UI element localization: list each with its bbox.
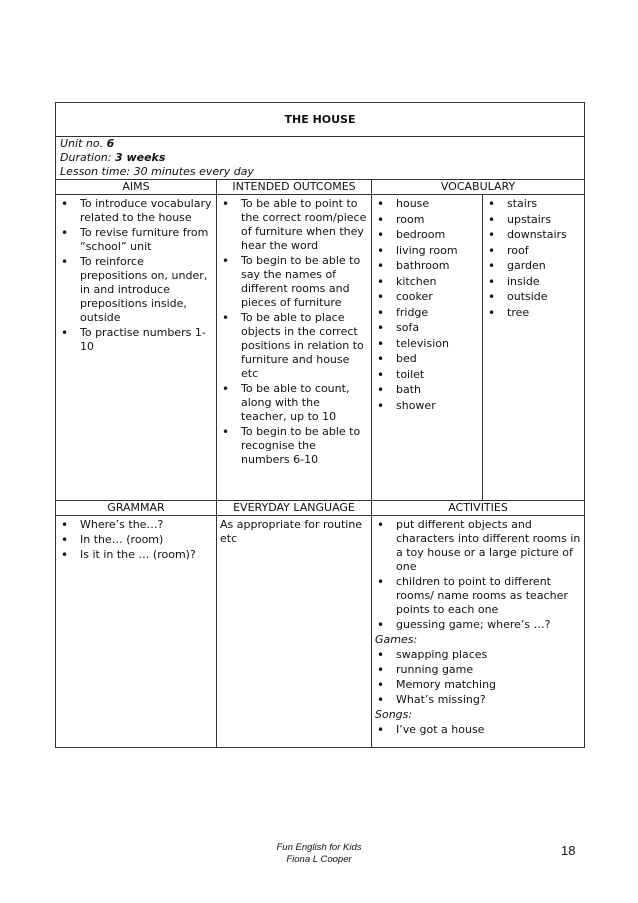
list-item: • downstairs — [486, 228, 581, 242]
list-item: • garden — [486, 259, 581, 273]
games-list — [375, 648, 581, 707]
songs-list — [375, 723, 581, 737]
list-item: • tree — [486, 306, 581, 320]
list-item: • I’ve got a house — [375, 723, 581, 737]
unit-title: THE HOUSE — [56, 103, 585, 137]
grammar-cell — [56, 516, 217, 748]
list-item: • kitchen — [375, 275, 479, 289]
vocabulary-list-right — [486, 197, 581, 320]
list-item: • cooker — [375, 290, 479, 304]
lesson-time: Lesson time: 30 minutes every day — [60, 165, 254, 178]
unit-plan-table — [55, 102, 585, 748]
list-item: • To be able to count, along with the teacher, up to 10 — [220, 382, 368, 424]
activities-header: ACTIVITIES — [372, 501, 585, 516]
songs-label: Songs: — [375, 708, 413, 721]
list-item: • guessing game; where’s …? — [375, 618, 581, 632]
list-item: • To begin to be able to say the names of different rooms and pieces of furniture — [220, 254, 368, 310]
list-item: • To begin to be able to recognise the numbers 6-10 — [220, 425, 368, 467]
list-item: • fridge — [375, 306, 479, 320]
list-item: • shower — [375, 399, 479, 413]
list-item: • Is it in the … (room)? — [59, 548, 213, 562]
list-item: • put different objects and characters into different rooms in a toy house or a large picture of one — [375, 518, 581, 574]
everyday-language-text: As appropriate for routine etc — [220, 518, 363, 545]
list-item: • bathroom — [375, 259, 479, 273]
everyday-language-header: EVERYDAY LANGUAGE — [217, 501, 372, 516]
list-item: • house — [375, 197, 479, 211]
list-item: • sofa — [375, 321, 479, 335]
vocabulary-header: VOCABULARY — [372, 180, 585, 195]
list-item: • swapping places — [375, 648, 581, 662]
vocabulary-column-right — [483, 195, 584, 500]
list-item: • To be able to point to the correct room/piece of furniture when they hear the word — [220, 197, 368, 253]
outcomes-cell — [217, 195, 372, 501]
list-item: • What’s missing? — [375, 693, 581, 707]
games-label: Games: — [375, 633, 418, 646]
list-item: • bath — [375, 383, 479, 397]
grammar-list — [59, 518, 213, 562]
vocabulary-cell — [372, 195, 585, 501]
list-item: • Memory matching — [375, 678, 581, 692]
list-item: • toilet — [375, 368, 479, 382]
list-item: • To revise furniture from “school” unit — [59, 226, 213, 254]
footer-title: Fun English for Kids — [276, 842, 362, 853]
footer-author: Fiona L Cooper — [286, 854, 352, 865]
outcomes-list — [220, 197, 368, 467]
list-item: • upstairs — [486, 213, 581, 227]
outcomes-header: INTENDED OUTCOMES — [217, 180, 372, 195]
unit-duration: Duration: 3 weeks — [60, 151, 166, 164]
list-item: • room — [375, 213, 479, 227]
unit-number: Unit no. 6 — [60, 137, 115, 150]
list-item: • bedroom — [375, 228, 479, 242]
aims-list — [59, 197, 213, 354]
list-item: • television — [375, 337, 479, 351]
list-item: • roof — [486, 244, 581, 258]
activities-list — [375, 518, 581, 632]
aims-header: AIMS — [56, 180, 217, 195]
page-number: 18 — [561, 843, 576, 858]
list-item: • To reinforce prepositions on, under, in and introduce prepositions inside, outside — [59, 255, 213, 325]
list-item: • inside — [486, 275, 581, 289]
list-item: • children to point to different rooms/ name rooms as teacher points to each one — [375, 575, 581, 617]
everyday-language-cell — [217, 516, 372, 748]
vocabulary-list-left — [375, 197, 479, 413]
list-item: • stairs — [486, 197, 581, 211]
grammar-header: GRAMMAR — [56, 501, 217, 516]
list-item: • running game — [375, 663, 581, 677]
page-footer — [0, 842, 638, 866]
list-item: • bed — [375, 352, 479, 366]
unit-meta — [56, 137, 585, 180]
list-item: • To be able to place objects in the correct positions in relation to furniture and house etc — [220, 311, 368, 381]
list-item: • To introduce vocabulary related to the house — [59, 197, 213, 225]
list-item: • To practise numbers 1-10 — [59, 326, 213, 354]
list-item: • Where’s the…? — [59, 518, 213, 532]
list-item: • outside — [486, 290, 581, 304]
list-item: • In the… (room) — [59, 533, 213, 547]
vocabulary-column-left — [372, 195, 483, 500]
aims-cell — [56, 195, 217, 501]
activities-cell — [372, 516, 585, 748]
list-item: • living room — [375, 244, 479, 258]
